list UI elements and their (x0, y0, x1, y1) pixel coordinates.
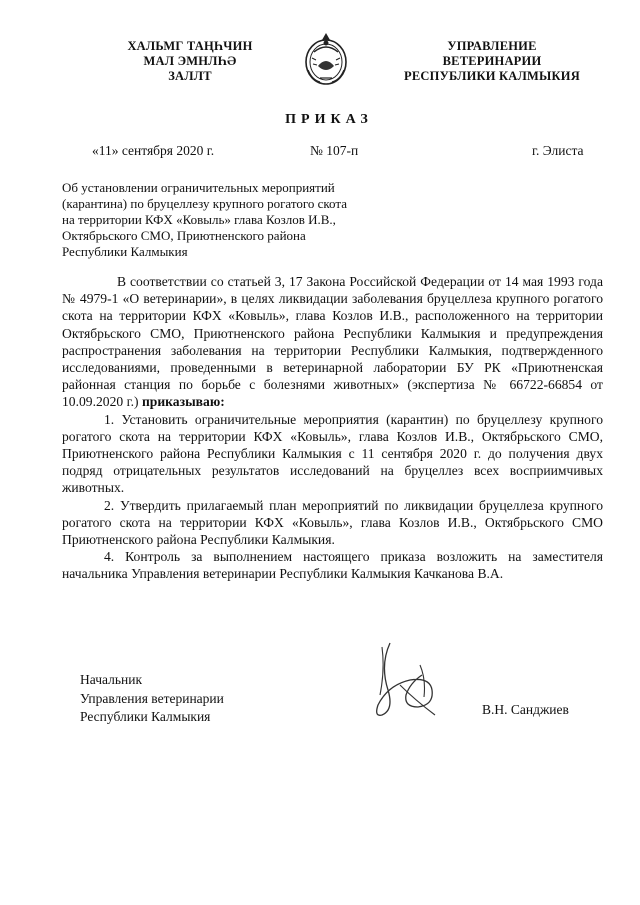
header-left-kalmyk (110, 39, 270, 84)
body-item-2: 2. Утвердить прилагаемый план мероприятий по ликвидации бруцеллеза крупного рогатого скота на территории КФХ «Ковыль», глава Козлов И.В., Октябрьского СМО Приютненского района Республики Калмыкия. (62, 497, 603, 548)
position-line: Управления ветеринарии (80, 690, 224, 706)
position-line: Республики Калмыкия (80, 709, 211, 724)
order-keyword: приказываю: (141, 394, 225, 410)
position-line: Начальник (80, 672, 143, 687)
header-left-line-1: ХАЛЬМГ ТАҢҺЧИН (127, 39, 253, 53)
signatory-position (80, 671, 224, 727)
body-item-4: 4. Контроль за выполнением настоящего приказа возложить на заместителя начальника Управления ветеринарии Республики Калмыкия Качканова В.А. (62, 549, 603, 582)
handwritten-signature-icon (360, 635, 450, 725)
order-date: «11» сентября 2020 г. (92, 143, 215, 158)
order-city: г. Элиста (532, 143, 584, 158)
body-item-1: 1. Установить ограничительные мероприятия (карантин) по бруцеллезу крупного рогатого скота на территории КФХ «Ковыль», глава Козлов И.В., Октябрьского СМО, Приютненского района Республики Калмыкия с 11 сентября 2020 г. до получения двух подряд отрицательных результатов исследований на бруцеллез всех восприимчивых животных. (62, 411, 603, 496)
header-right-line-1: УПРАВЛЕНИЕ (447, 39, 537, 53)
body-intro-paragraph (62, 273, 603, 411)
document-title: ПРИКАЗ (285, 112, 373, 127)
subject-line: на территории КФХ «Ковыль» глава Козлов И.В., (62, 212, 336, 227)
header-right-line-2: ВЕТЕРИНАРИИ (442, 54, 542, 68)
header-right-line-3: РЕСПУБЛИКИ КАЛМЫКИЯ (404, 69, 580, 83)
kalmykia-emblem-icon (300, 30, 352, 88)
header-left-line-2: МАЛ ЭМНЛҺӘ (143, 54, 237, 68)
subject-line: Об установлении ограничительных мероприятий (62, 180, 335, 195)
order-body (62, 273, 603, 583)
signatory-name: В.Н. Санджиев (482, 702, 569, 717)
subject-line: Октябрьского СМО, Приютненского района (62, 228, 306, 243)
subject-line: Республики Калмыкия (62, 244, 188, 259)
order-number: № 107-п (310, 143, 359, 158)
subject-line: (карантина) по бруцеллезу крупного рогатого скота (62, 196, 347, 211)
header-right-russian (388, 39, 596, 84)
order-subject (62, 180, 362, 260)
header-left-line-3: ЗАЛЛТ (168, 69, 212, 83)
body-intro-text: В соответствии со статьей 3, 17 Закона Российской Федерации от 14 мая 1993 года № 4979-1 «О ветеринарии», в целях ликвидации заболевания бруцеллеза крупного рогатого скота на территории КФХ «Ковыль», глава Козлов И.В., расположенного на территории Октябрьского СМО, Приютненского района Республики Калмыкия и предупреждения распространения заболевания на территории Республики Калмыкия, подтвержденного исследованиями, проведенными в ветеринарной лаборатории БУ РК «Приютненская районная станция по борьбе с болезнями животных» (экспертиза № 66722-66854 от 10.09.2020 г.) (62, 274, 603, 410)
